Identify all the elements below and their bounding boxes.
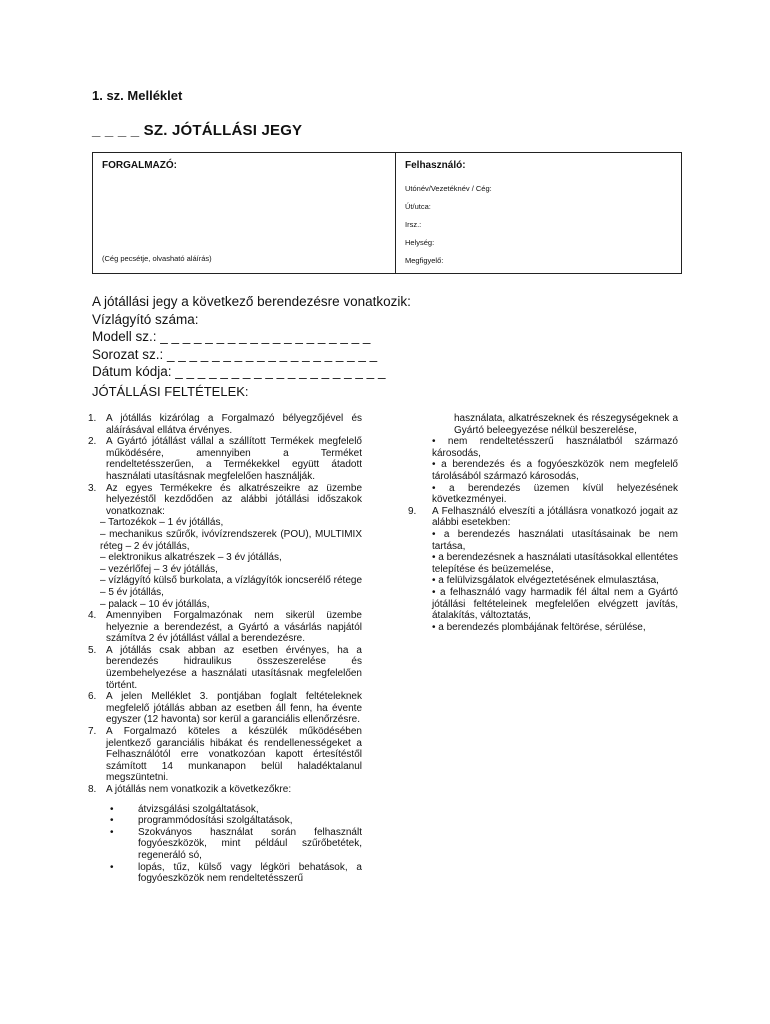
item-text: A Gyártó jótállást vállal a szállított Termékek megfelelő működésére, amennyiben a Terméket rendeltetésszerűen, a Termékekkel együtt átadott használati utasításnak megfelelően használják. [106,436,362,482]
item-number: 1. [88,413,97,424]
user-box [396,152,682,274]
condition-item [88,726,362,784]
serial-number-line: Sorozat sz.: _ _ _ _ _ _ _ _ _ _ _ _ _ _ _ _ _ _ _ [92,346,378,362]
list-item-text: átvizsgálási szolgáltatások, [138,803,259,815]
condition-item [88,483,362,518]
list-item [110,804,362,816]
seller-box [92,152,396,274]
list-item: • a berendezés üzemen kívül helyezésének következményei. [432,482,678,506]
period-line: – Tartozékok – 1 év jótállás, [100,517,224,529]
condition-item [88,610,362,645]
condition-item [88,784,362,796]
exclusion-list [110,804,362,885]
condition-item [88,413,362,436]
list-item [110,827,362,862]
item-number: 2. [88,436,97,448]
list-item: • a berendezés és a fogyóeszközök nem megfelelő tárolásából származó károsodás, [432,459,678,482]
user-field-observer: Megfigyelő: [405,256,444,265]
condition-item [88,645,362,691]
period-line: – vezérlőfej – 3 év jótállás, [100,563,218,575]
condition-item [88,691,362,726]
bullet-icon: • [110,815,114,827]
device-section [92,293,411,381]
conditions-right-column [408,413,678,633]
item-number: 5. [88,644,97,656]
list-item: • nem rendeltetésszerű használatból származó károsodás, [432,436,678,459]
device-intro: A jótállási jegy a következő berendezésre vonatkozik: [92,294,411,309]
conditions-heading: JÓTÁLLÁSI FELTÉTELEK: [92,384,249,399]
user-field-street: Út/utca: [405,202,431,211]
continued-text: használata, alkatrészeknek és részegységeknek a Gyártó beleegyezése nélkül beszerelése, [454,413,678,436]
item-text: A jótállás csak abban az esetben érvényes, ha a berendezés hidraulikus összeszerelése és üzembehelyezése a használati utasításnak megfelelően történt. [106,644,362,691]
item-number: 8. [88,784,97,795]
conditions-left-column [88,413,362,885]
bullet-icon: • [110,803,114,815]
softener-number-line: Vízlágyító száma: [92,311,199,327]
user-label: Felhasználó: [405,160,466,171]
page-title: _ _ _ _ SZ. JÓTÁLLÁSI JEGY [92,122,303,139]
period-line: – mechanikus szűrők, ivóvízrendszerek (POU), MULTIMIX réteg – 2 év jótállás, [100,528,362,552]
item-number: 9. [408,505,417,517]
item-text: Amennyiben Forgalmazónak nem sikerül üzembe helyeznie a berendezést, a Gyártó a vásárlás napjától számítva 2 év jótállást vállal a berendezésre. [106,610,362,645]
item-number: 7. [88,726,97,738]
list-item [110,862,362,885]
user-field-zip: Irsz.: [405,220,422,229]
item-number: 6. [88,691,97,703]
item-text: A Felhasználó elveszíti a jótállásra vonatkozó jogait az alábbi esetekben: [432,505,678,529]
condition-item [408,506,678,529]
list-item: • a berendezés plombájának feltörése, sérülése, [432,621,646,633]
user-field-city: Helység: [405,238,435,247]
list-item-text: programmódosítási szolgáltatások, [138,815,293,827]
item-text: A jótállás nem vonatkozik a következőkre: [106,784,292,795]
list-item: • a berendezésnek a használati utasításokkal ellentétes telepítése és beüzemelése, [432,552,678,575]
seller-label: FORGALMAZÓ: [102,160,177,171]
period-line: – elektronikus alkatrészek – 3 év jótállás, [100,552,282,564]
item-text: Az egyes Termékekre és alkatrészeikre az üzembe helyezéstől kezdődően az alábbi jótállási időszakok vonatkoznak: [106,482,362,517]
list-item-text: Szokványos használat során felhasznált fogyóeszközök, mint például szűrőbetétek, regeneráló só, [138,826,362,861]
item-text: A Forgalmazó köteles a készülék működésében jelentkező garanciális hibákat és rendellenességeket a Felhasználótól erre vonatkozóan kapott értesítéstől számított 14 munkanapon belül haladéktalanul megszüntetni. [106,726,362,784]
date-code-line: Dátum kódja: _ _ _ _ _ _ _ _ _ _ _ _ _ _ _ _ _ _ _ [92,364,386,379]
period-line: – palack – 10 év jótállás, [100,598,210,610]
list-item: • a felhasználó vagy harmadik fél által nem a Gyártó jótállási feltételeinek megfelelően elvégzett javítás, átalakítás, változtatás, [432,586,678,622]
list-item [110,815,362,827]
list-item: • a felülvizsgálatok elvégeztetésének elmulasztása, [432,575,659,587]
bullet-icon: • [110,826,114,838]
list-item: • a berendezés használati utasításainak be nem tartása, [432,528,678,552]
period-line: – vízlágyító külső burkolata, a vízlágyítók ioncserélő rétege – 5 év jótállás, [100,575,362,598]
item-text: A jótállás kizárólag a Forgalmazó bélyegzőjével és aláírásával ellátva érvényes. [106,413,362,436]
bullet-icon: • [110,861,114,873]
list-item-text: lopás, tűz, külső vagy légköri behatások, a fogyóeszközök nem rendeltetésszerű [138,861,362,885]
condition-item [88,436,362,482]
item-number: 3. [88,482,97,494]
stamp-note: (Cég pecsétje, olvasható aláírás) [102,254,212,263]
user-field-name: Utónév/Vezetéknév / Cég: [405,184,492,193]
item-number: 4. [88,610,97,622]
annex-label: 1. sz. Melléklet [92,88,183,103]
model-number-line: Modell sz.: _ _ _ _ _ _ _ _ _ _ _ _ _ _ _ _ _ _ _ [92,329,371,344]
item-text: A jelen Melléklet 3. pontjában foglalt feltételeknek megfelelő jótállás abban az esetben áll fenn, ha évente egyszer (12 havonta) sor kerül a garanciális ellenőrzésre. [106,691,362,726]
